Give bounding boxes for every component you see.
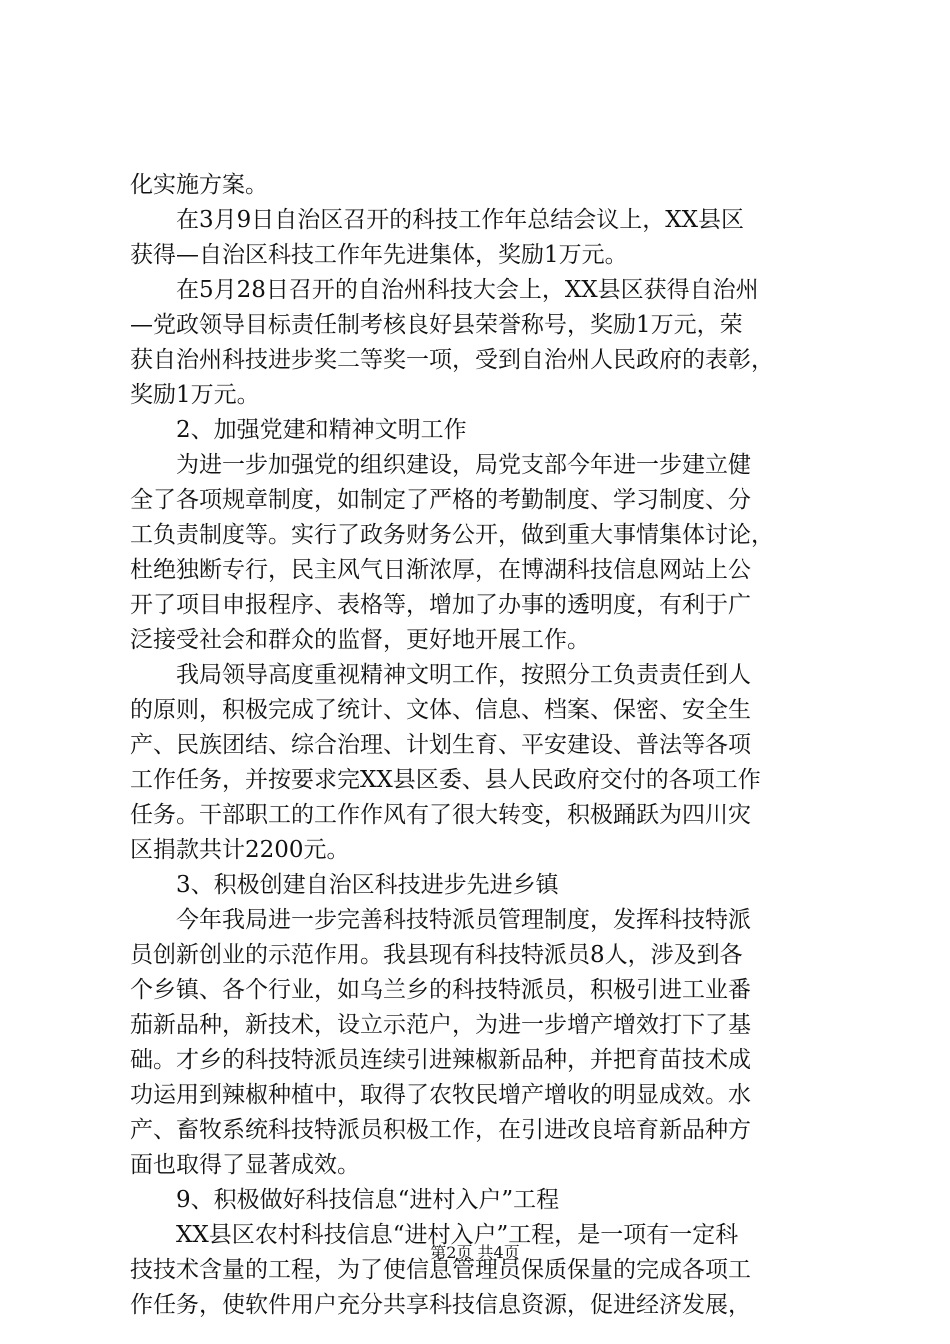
text-line: 技技术含量的工程，为了使信息管理员保质保量的完成各项工 (130, 1257, 751, 1283)
text-line: 作任务，使软件用户充分共享科技信息资源，促进经济发展， (130, 1292, 751, 1318)
section-heading: 3、积极创建自治区科技进步先进乡镇 (130, 872, 559, 898)
text-line: 在3月9日自治区召开的科技工作年总结会议上，XX县区 (130, 207, 745, 233)
text-line: 区捐款共计2200元。 (130, 837, 350, 863)
document-body (130, 168, 830, 1323)
text-line: 功运用到辣椒种植中，取得了农牧民增产增收的明显成效。水 (130, 1082, 751, 1108)
text-line: 今年我局进一步完善科技特派员管理制度，发挥科技特派 (130, 907, 751, 933)
text-line: 杜绝独断专行，民主风气日渐浓厚，在博湖科技信息网站上公 (130, 557, 751, 583)
text-line: XX县区农村科技信息“进村入户”工程，是一项有一定科 (130, 1222, 739, 1248)
text-line: 面也取得了显著成效。 (130, 1152, 360, 1178)
text-line: 化实施方案。 (130, 172, 268, 198)
text-line: 工负责制度等。实行了政务财务公开，做到重大事情集体讨论， (130, 522, 774, 548)
section-heading: 9、积极做好科技信息“进村入户”工程 (130, 1187, 560, 1213)
page-number-footer: 第2页 共4页 (430, 1243, 520, 1262)
text-line: 个乡镇、各个行业，如乌兰乡的科技特派员，积极引进工业番 (130, 977, 751, 1003)
text-line: 产、民族团结、综合治理、计划生育、平安建设、普法等各项 (130, 732, 751, 758)
text-line: 础。才乡的科技特派员连续引进辣椒新品种，并把育苗技术成 (130, 1047, 751, 1073)
text-line: 任务。干部职工的工作作风有了很大转变，积极踊跃为四川灾 (130, 802, 751, 828)
text-line: 我局领导高度重视精神文明工作，按照分工负责责任到人 (130, 662, 751, 688)
text-line: 产、畜牧系统科技特派员积极工作，在引进改良培育新品种方 (130, 1117, 751, 1143)
text-line: 全了各项规章制度，如制定了严格的考勤制度、学习制度、分 (130, 487, 751, 513)
text-line: 的原则，积极完成了统计、文体、信息、档案、保密、安全生 (130, 697, 751, 723)
text-line: 工作任务，并按要求完XX县区委、县人民政府交付的各项工作 (130, 767, 761, 793)
text-line: 泛接受社会和群众的监督，更好地开展工作。 (130, 627, 590, 653)
text-line: 获得—自治区科技工作年先进集体，奖励1万元。 (130, 242, 628, 268)
text-line: 开了项目申报程序、表格等，增加了办事的透明度，有利于广 (130, 592, 751, 618)
text-line: —党政领导目标责任制考核良好县荣誉称号，奖励1万元，荣 (130, 312, 743, 338)
text-line: 获自治州科技进步奖二等奖一项，受到自治州人民政府的表彰， (130, 347, 774, 373)
section-heading: 2、加强党建和精神文明工作 (130, 417, 467, 443)
text-line: 为进一步加强党的组织建设，局党支部今年进一步建立健 (130, 452, 751, 478)
text-line: 茄新品种，新技术，设立示范户，为进一步增产增效打下了基 (130, 1012, 751, 1038)
text-line: 在5月28日召开的自治州科技大会上，XX县区获得自治州 (130, 277, 759, 303)
text-line: 员创新创业的示范作用。我县现有科技特派员8人，涉及到各 (130, 942, 743, 968)
text-line: 奖励1万元。 (130, 382, 260, 408)
